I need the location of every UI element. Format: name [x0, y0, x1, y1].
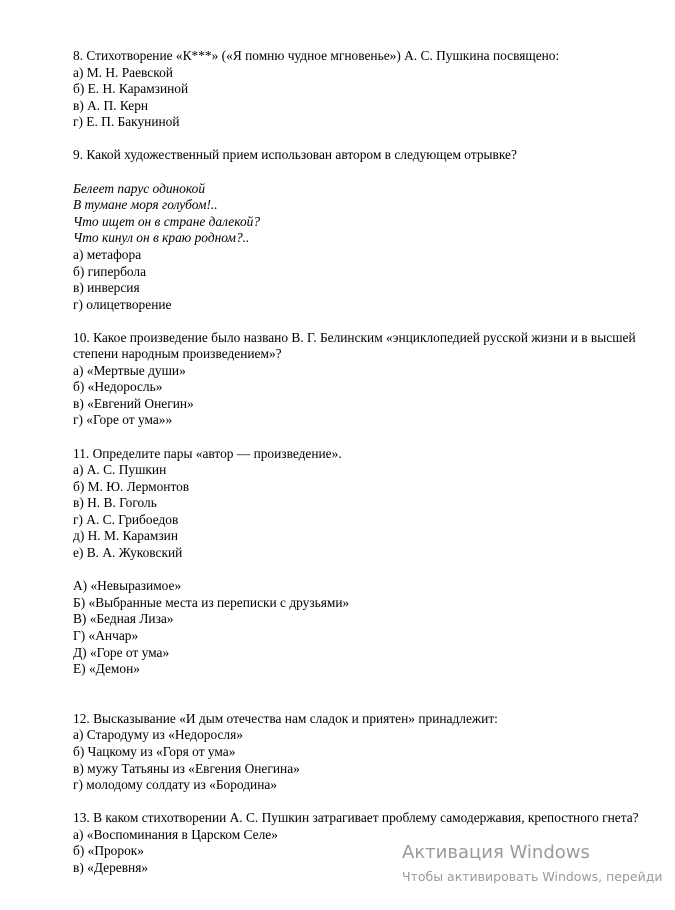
work-option: Б) «Выбранные места из переписки с друзьями» [73, 594, 350, 610]
question-text: 9. Какой художественный прием использован автором в следующем отрывке? [73, 147, 517, 163]
answer-option: а) метафора [73, 246, 142, 262]
answer-option: г) «Горе от ума»» [73, 412, 173, 428]
answer-option: б) гипербола [73, 263, 147, 279]
poem-line: Что кинул он в краю родном?.. [73, 230, 250, 246]
watermark-title: Активация Windows [402, 842, 590, 863]
spacer [73, 429, 663, 446]
answer-option: в) А. П. Керн [73, 97, 149, 113]
answer-option: б) Чацкому из «Горя от ума» [73, 743, 236, 759]
question-12 [73, 711, 663, 794]
question-text: 11. Определите пары «автор — произведение». [73, 445, 342, 461]
author-option: в) Н. В. Гоголь [73, 495, 157, 511]
spacer [73, 562, 663, 579]
author-option: г) А. С. Грибоедов [73, 511, 179, 527]
answer-option: а) М. Н. Раевской [73, 64, 173, 80]
spacer [73, 313, 663, 330]
question-8 [73, 48, 663, 131]
author-option: д) Н. М. Карамзин [73, 528, 179, 544]
question-text: 12. Высказывание «И дым отечества нам сладок и приятен» принадлежит: [73, 710, 498, 726]
author-option: е) В. А. Жуковский [73, 545, 183, 561]
answer-option: б) Е. Н. Карамзиной [73, 81, 189, 97]
question-10 [73, 330, 663, 429]
work-option: Е) «Демон» [73, 661, 140, 677]
author-option: а) А. С. Пушкин [73, 462, 167, 478]
work-option: А) «Невыразимое» [73, 578, 182, 594]
answer-option: г) Е. П. Бакуниной [73, 114, 180, 130]
work-option: В) «Бедная Лиза» [73, 611, 174, 627]
answer-option: б) «Недоросль» [73, 379, 163, 395]
work-option: Г) «Анчар» [73, 627, 139, 643]
poem-line: Белеет парус одинокой [73, 180, 206, 196]
document-page [73, 48, 663, 876]
answer-option: в) инверсия [73, 280, 140, 296]
question-9 [73, 147, 663, 313]
spacer [73, 678, 663, 711]
author-option: б) М. Ю. Лермонтов [73, 478, 190, 494]
question-text: 13. В каком стихотворении А. С. Пушкин затрагивает проблему самодержавия, крепостного гнета? [73, 810, 639, 826]
spacer [73, 131, 663, 148]
spacer [73, 794, 663, 811]
answer-option: г) молодому солдату из «Бородина» [73, 777, 277, 793]
poem-excerpt [73, 181, 663, 247]
question-11 [73, 446, 663, 678]
answer-option: в) «Евгений Онегин» [73, 395, 194, 411]
question-text: 8. Стихотворение «К***» («Я помню чудное мгновенье») А. С. Пушкина посвящено: [73, 48, 560, 63]
windows-activation-watermark [402, 842, 663, 886]
poem-line: В тумане моря голубом!.. [73, 197, 218, 213]
answer-option: б) «Пророк» [73, 843, 144, 859]
answer-option: а) Стародуму из «Недоросля» [73, 727, 243, 743]
answer-option: в) «Деревня» [73, 859, 149, 875]
work-option: Д) «Горе от ума» [73, 644, 170, 660]
answer-option: в) мужу Татьяны из «Евгения Онегина» [73, 760, 300, 776]
poem-line: Что ищет он в стране далекой? [73, 213, 261, 229]
question-text: 10. Какое произведение было названо В. Г. Белинским «энциклопедией русской жизни и в высшей степени народным произведением»? [73, 329, 636, 362]
spacer [73, 164, 663, 181]
watermark-subtitle: Чтобы активировать Windows, перейди [402, 869, 663, 884]
answer-option: г) олицетворение [73, 296, 172, 312]
answer-option: а) «Воспоминания в Царском Селе» [73, 826, 278, 842]
answer-option: а) «Мертвые души» [73, 362, 186, 378]
